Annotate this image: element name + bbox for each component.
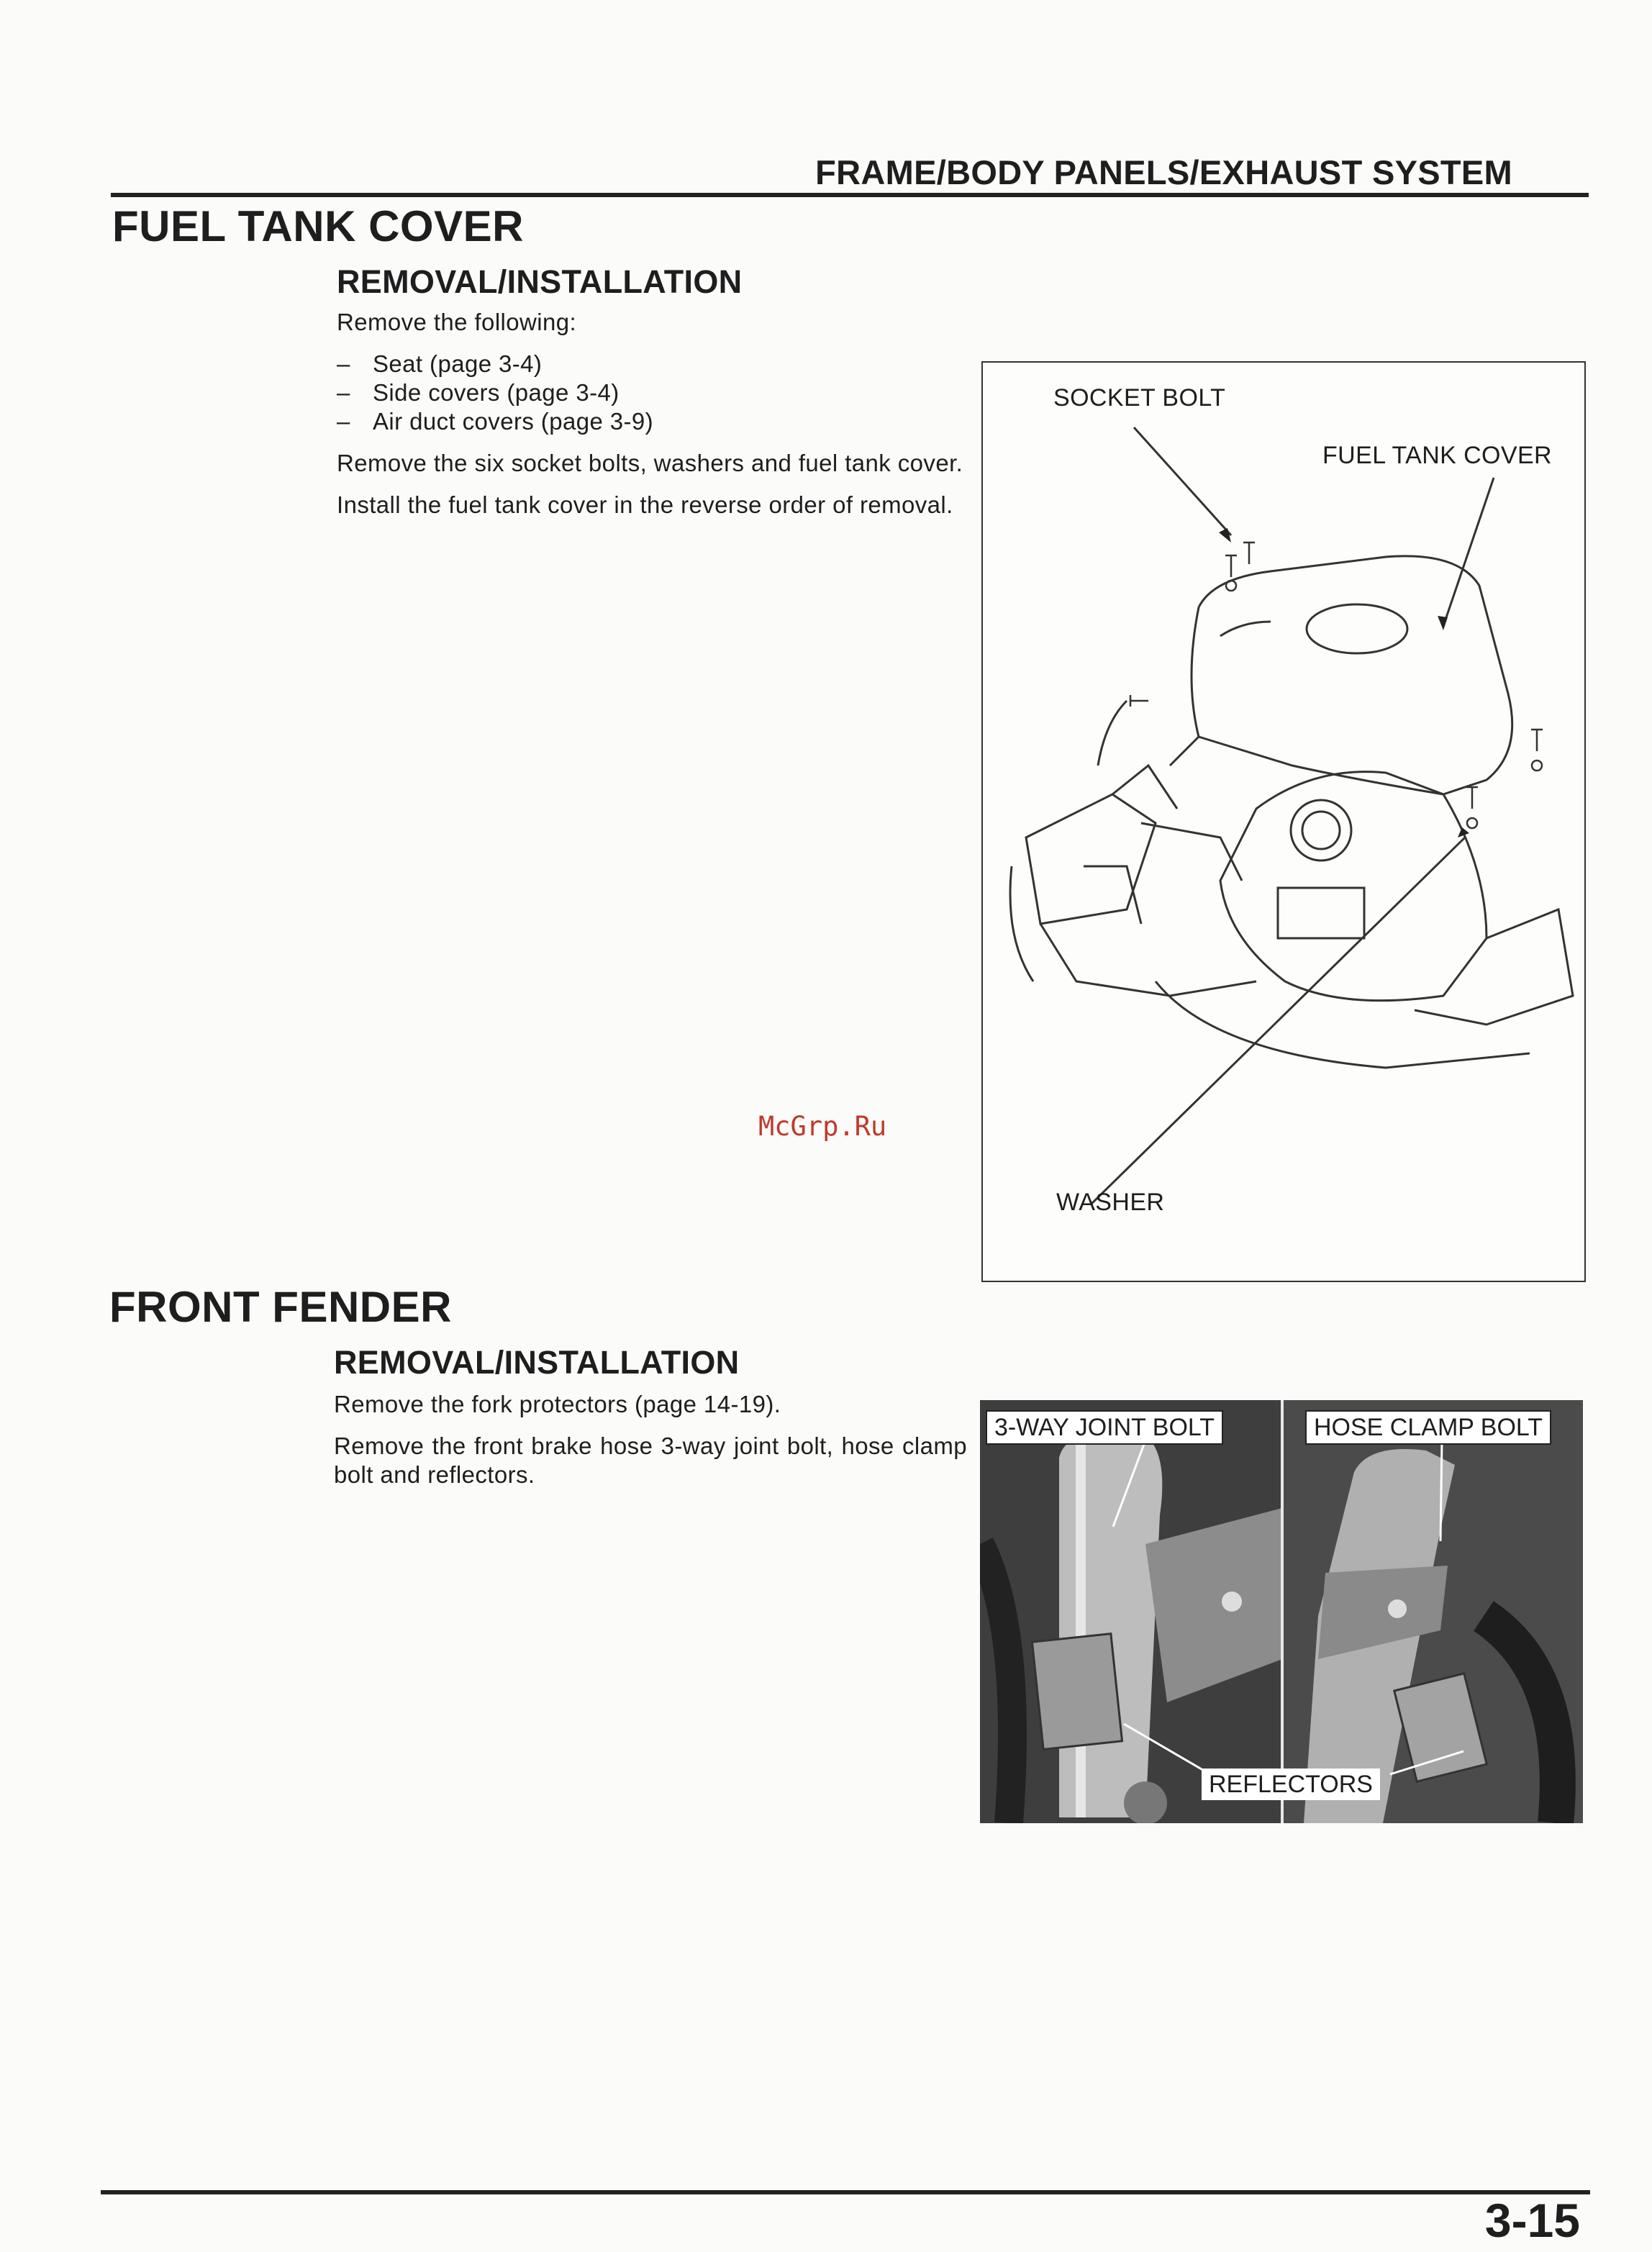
- reflectors-label: REFLECTORS: [1202, 1769, 1380, 1800]
- fuel-tank-cover-figure: [981, 361, 1586, 1282]
- washer-label: WASHER: [1056, 1189, 1165, 1216]
- footer-rule: [101, 2190, 1590, 2194]
- removal-list: [337, 350, 970, 436]
- fuel-tank-cover-heading: FUEL TANK COVER: [112, 202, 524, 250]
- 3-way-joint-bolt-label: 3-WAY JOINT BOLT: [986, 1410, 1223, 1445]
- front-fender-text: [334, 1390, 967, 1489]
- front-fender-subheading: REMOVAL/INSTALLATION: [334, 1344, 740, 1381]
- chapter-title: FRAME/BODY PANELS/EXHAUST SYSTEM: [815, 153, 1512, 191]
- front-fender-photo: [980, 1400, 1583, 1823]
- header-rule: [111, 193, 1589, 197]
- socket-bolt-label: SOCKET BOLT: [1053, 384, 1226, 412]
- instruction-paragraph: Remove the fork protectors (page 14-19).: [334, 1391, 781, 1417]
- page-number: 3-15: [1484, 2194, 1580, 2247]
- fuel-tank-cover-label: FUEL TANK COVER: [1322, 442, 1552, 469]
- fuel-tank-cover-text: [337, 308, 970, 519]
- instruction-paragraph: Remove the six socket bolts, washers and fuel tank cover.: [337, 450, 963, 476]
- fuel-tank-cover-subheading: REMOVAL/INSTALLATION: [337, 263, 743, 300]
- front-fender-heading: FRONT FENDER: [109, 1283, 452, 1331]
- intro-text: Remove the following:: [337, 309, 577, 335]
- instruction-paragraph: Install the fuel tank cover in the reverse order of removal.: [337, 491, 953, 518]
- list-item: – Seat (page 3-4): [337, 350, 970, 378]
- fuel-tank-illustration: [983, 363, 1584, 1281]
- instruction-paragraph: Remove the front brake hose 3-way joint bolt, hose clamp bolt and reflectors.: [334, 1433, 967, 1488]
- list-item: – Side covers (page 3-4): [337, 378, 970, 407]
- fork-photo-illustration: [980, 1400, 1583, 1823]
- list-item: – Air duct covers (page 3-9): [337, 407, 970, 436]
- watermark: McGrp.Ru: [758, 1111, 887, 1142]
- hose-clamp-bolt-label: HOSE CLAMP BOLT: [1305, 1410, 1551, 1445]
